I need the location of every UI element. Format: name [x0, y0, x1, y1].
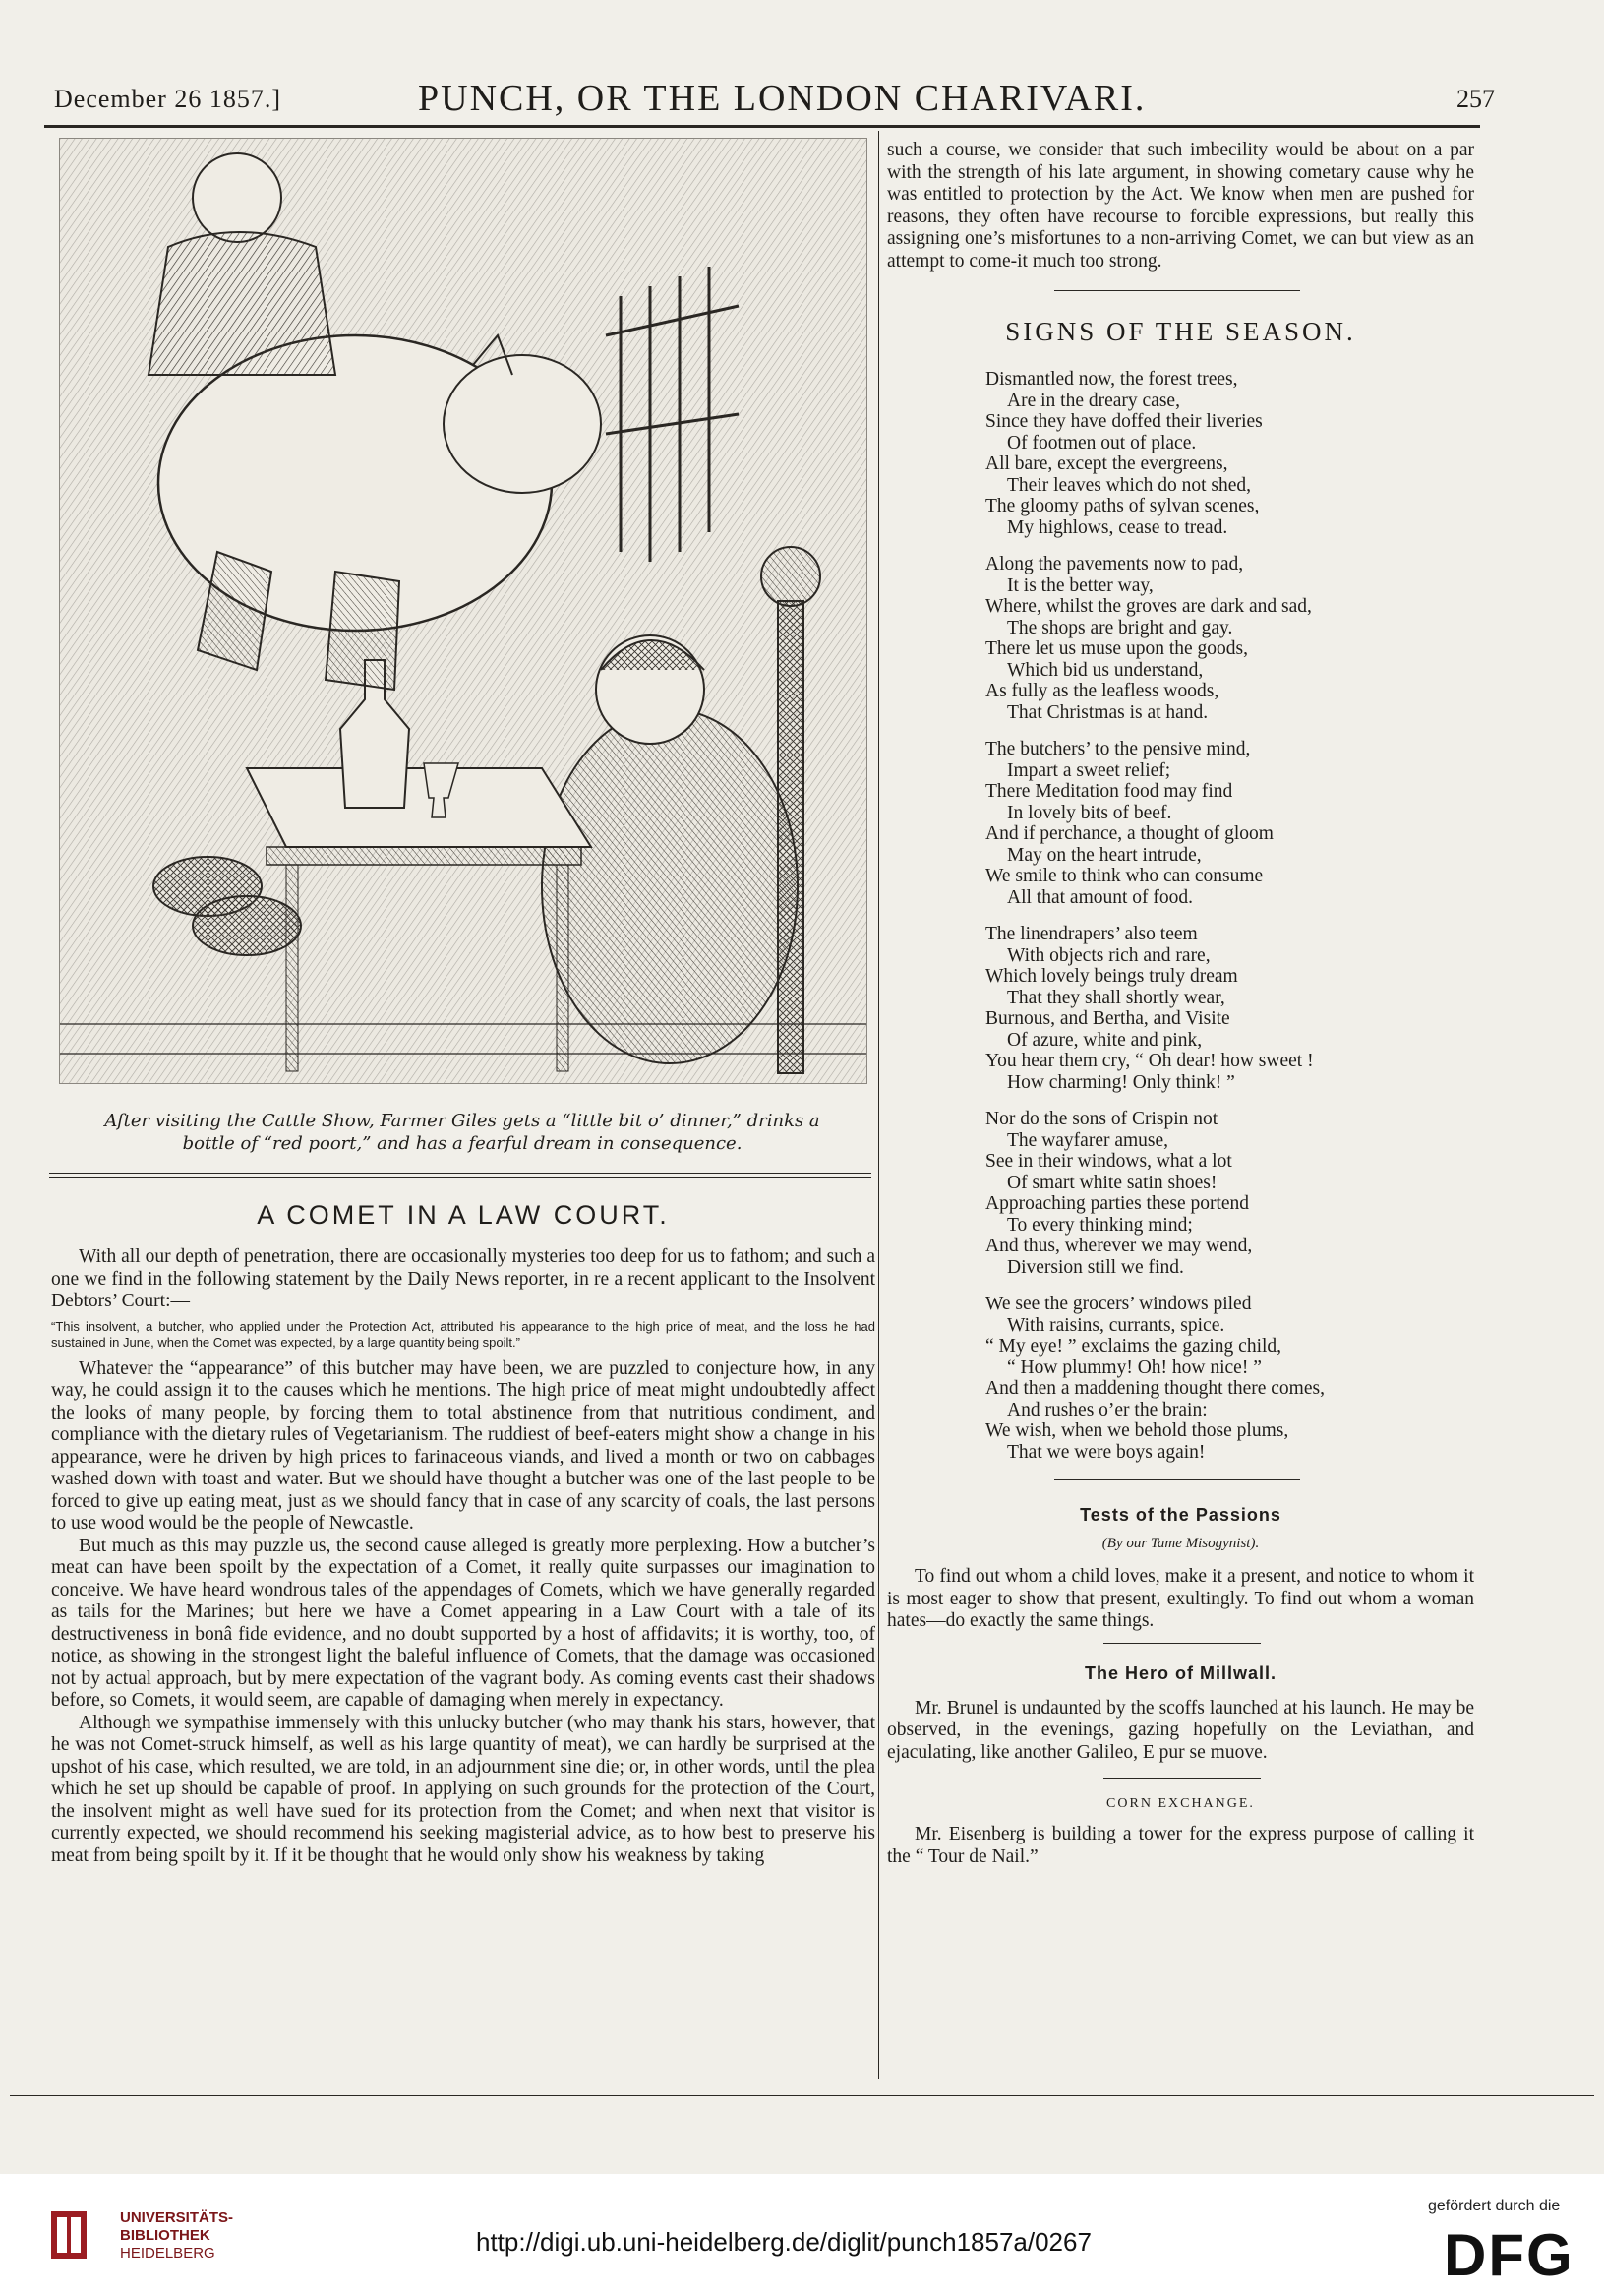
poem-line: We wish, when we behold those plums, [985, 1420, 1289, 1441]
poem-line: We smile to think who can consume [985, 866, 1264, 886]
poem-line: Of footmen out of place. [1007, 432, 1197, 453]
poem-line: Of smart white satin shoes! [1007, 1172, 1218, 1193]
source-url-link[interactable]: http://digi.ub.uni-heidelberg.de/diglit/punch1857a/0267 [476, 2227, 1092, 2257]
poem-line: The wayfarer amuse, [1007, 1129, 1169, 1151]
poem-line: That Christmas is at hand. [1007, 701, 1209, 723]
cartoon-sketch [60, 139, 866, 1083]
digitization-footer [0, 2174, 1604, 2296]
library-name-line-3: HEIDELBERG [120, 2245, 215, 2262]
comet-quote: “This insolvent, a butcher, who applied under the Protection Act, attributed his appearance to the high price of meat, and the loss he had sustained in June, when the Comet was expected, by a large quantity being spoilt.” [51, 1318, 875, 1350]
passions-byline: (By our Tame Misogynist). [1101, 1536, 1260, 1551]
passions-title: Tests of the Passions [1080, 1505, 1281, 1525]
poem-line: There let us muse upon the goods, [985, 638, 1248, 659]
poem-line: Which bid us understand, [1007, 659, 1204, 681]
corn-title: CORN EXCHANGE. [1106, 1796, 1255, 1811]
poem-line: As fully as the leafless woods, [985, 681, 1219, 701]
poem-line: The gloomy paths of sylvan scenes, [985, 496, 1260, 516]
poem-stanza [985, 1294, 1474, 1463]
section-rule-2 [1054, 1479, 1300, 1480]
poem-line: Where, whilst the groves are dark and sad, [985, 596, 1312, 617]
comet-para-3: Although we sympathise immensely with this unlucky butcher (who may thank his stars, however, that he was not Comet-struck himself, as well as his large quantity of meat), we can hardly be surprised at the upshot of his case, which resulted, we are told, in an adjournment sine die; or, in other words, until the plea which he set up should be capable of proof. In applying on such grounds for the protection of the Court, the insolvent might as well have sued for its protection from the Comet; and when next that visitor is currently expected, we should recommend his seeking magisterial advice, as to how best to preserve his meat from being spoilt by it. If it be thought that he would only show his weakness by taking [51, 1712, 875, 1866]
poem-line: Impart a sweet relief; [1007, 759, 1171, 781]
library-name [120, 2209, 233, 2263]
running-header [39, 77, 1495, 126]
poem-line: It is the better way, [1007, 574, 1154, 596]
poem-line: Their leaves which do not shed, [1007, 474, 1252, 496]
poem-line: Since they have doffed their liveries [985, 411, 1263, 432]
poem-stanza [985, 924, 1474, 1093]
section-rule-1 [1054, 290, 1300, 291]
comet-article [51, 1200, 875, 1867]
poem-line: With objects rich and rare, [1007, 944, 1211, 966]
header-title: PUNCH, OR THE LONDON CHARIVARI. [418, 78, 1147, 119]
bottom-rule [10, 2095, 1594, 2096]
poem-line: Diversion still we find. [1007, 1256, 1184, 1278]
page-number: 257 [1456, 85, 1495, 113]
poem-line: The shops are bright and gay. [1007, 617, 1233, 638]
poem-line: “ How plummy! Oh! how nice! ” [1007, 1357, 1262, 1378]
comet-continued: such a course, we consider that such imbecility would be about on a par with the strength of his late argument, in showing cometary cause why he was entitled to protection by the Act. We know when men are pushed for reasons, they often have recourse to forcible expressions, but really this assigning one’s misfortunes to a non-arriving Comet, we can but view as an attempt to come-it much too strong. [887, 140, 1474, 272]
poem-stanza [985, 554, 1474, 723]
funded-by-label: gefördert durch die [1428, 2198, 1561, 2214]
poem-line: And thus, wherever we may wend, [985, 1236, 1253, 1256]
poem-stanza [985, 369, 1474, 538]
poem-line: In lovely bits of beef. [1007, 802, 1172, 823]
poem-line: Nor do the sons of Crispin not [985, 1109, 1218, 1129]
poem-line: Along the pavements now to pad, [985, 554, 1244, 574]
dfg-logo: DFG [1444, 2222, 1574, 2288]
library-name-line-1: UNIVERSITÄTS- [120, 2209, 234, 2226]
poem-line: And rushes o’er the brain: [1007, 1399, 1208, 1420]
section-rule-4 [1103, 1778, 1261, 1779]
poem-line: Which lovely beings truly dream [985, 966, 1238, 987]
poem-line: We see the grocers’ windows piled [985, 1294, 1252, 1314]
comet-para-2: But much as this may puzzle us, the second cause alleged is greatly more perplexing. How a butcher’s meat can have been spoilt by the expectation of a Comet, it really quite surpasses our imagination to conceive. We have heard wondrous tales of the appendages of Comets, which we have generally regarded as tails for the Marines; but here we have a Comet appearing in a Law Court with a tale of its destructiveness in bonâ fide evidence, and no doubt supported by a host of affidavits; it is worthy, too, of notice, as showing in the strongest light the baleful influence of Comets, that the damage was occasioned not by actual approach, but by mere expectation of the vagrant body. As coming events cast their shadows before, so Comets, it would seem, are capable of damaging when merely in expectancy. [51, 1535, 875, 1711]
millwall-title: The Hero of Millwall. [1084, 1662, 1277, 1683]
illustration-caption [69, 1110, 856, 1155]
poem-line: There Meditation food may find [985, 781, 1233, 802]
poem-line: All bare, except the evergreens, [985, 453, 1228, 474]
poem-line: My highlows, cease to tread. [1007, 516, 1228, 538]
poem-line: Of azure, white and pink, [1007, 1029, 1203, 1051]
poem-stanza [985, 1109, 1474, 1278]
caption-line-2: bottle of “red poort,” and has a fearful dream in consequence. [182, 1133, 743, 1154]
poem-line: Burnous, and Bertha, and Visite [985, 1008, 1230, 1029]
header-rule-thick [44, 125, 1480, 128]
poem-line: And then a maddening thought there comes, [985, 1378, 1325, 1399]
right-column [887, 140, 1474, 1868]
library-seal-icon [47, 2207, 116, 2266]
poem-line: The linendrapers’ also teem [985, 924, 1198, 944]
poem-line: See in their windows, what a lot [985, 1151, 1232, 1172]
poem-stanza [985, 739, 1474, 908]
poem-line: To every thinking mind; [1007, 1214, 1193, 1236]
poem-line: “ My eye! ” exclaims the gazing child, [985, 1336, 1282, 1357]
poem-title: SIGNS OF THE SEASON. [1005, 317, 1356, 346]
millwall-text: Mr. Brunel is undaunted by the scoffs launched at his launch. He may be observed, in the evenings, gazing hopefully on the Leviathan, and ejaculating, like another Galileo, E pur se muove. [887, 1697, 1474, 1763]
header-date: December 26 1857.] [54, 85, 281, 113]
poem-line: You hear them cry, “ Oh dear! how sweet ! [985, 1051, 1314, 1071]
passions-text: To find out whom a child loves, make it a present, and notice to whom it is most eager to show that present, exultingly. To find out whom a woman hates—do exactly the same things. [887, 1566, 1474, 1631]
poem-line: And if perchance, a thought of gloom [985, 823, 1274, 844]
poem-line: With raisins, currants, spice. [1007, 1314, 1225, 1336]
caption-rule-2 [49, 1177, 871, 1178]
library-logo [47, 2207, 116, 2266]
poem-line: The butchers’ to the pensive mind, [985, 739, 1251, 759]
poem-line: That we were boys again! [1007, 1441, 1206, 1463]
corn-text: Mr. Eisenberg is building a tower for the express purpose of calling it the “ Tour de Nail.” [887, 1824, 1474, 1867]
poem-line: That they shall shortly wear, [1007, 987, 1225, 1008]
comet-title: A COMET IN A LAW COURT. [257, 1200, 670, 1230]
library-name-line-2: BIBLIOTHEK [120, 2227, 210, 2244]
column-divider [878, 131, 879, 2079]
poem-line: Dismantled now, the forest trees, [985, 369, 1238, 390]
caption-line-1: After visiting the Cattle Show, Farmer Giles gets a “little bit o’ dinner,” drinks a [104, 1111, 820, 1131]
poem-line: How charming! Only think! ” [1007, 1071, 1235, 1093]
comet-intro: With all our depth of penetration, there are occasionally mysteries too deep for us to fathom; and such a one we find in the following statement by the Daily News reporter, in re a recent applicant to the Insolvent Debtors’ Court:— [51, 1246, 875, 1311]
cartoon-illustration [59, 138, 867, 1084]
section-rule-3 [1103, 1643, 1261, 1644]
comet-para-1: Whatever the “appearance” of this butcher may have been, we are puzzled to conjecture how, in any way, he could assign it to the causes which he mentions. The high price of meat might undoubtedly affect the looks of many people, by forcing them to total abstinence from that nutritious condiment, and compliance with the dietary rules of Vegetarianism. The ruddiest of beef-eaters might show a change in his appearance, were he driven by high prices to farinaceous viands, and lived a month or two on cabbages washed down with toast and water. But we should have thought a butcher was one of the last people to be forced to give up eating meat, just as we should fancy that in case of any scarcity of coals, the last persons to use wood would be the people of Newcastle. [51, 1358, 875, 1534]
poem-line: All that amount of food. [1007, 886, 1194, 908]
poem-line: Are in the dreary case, [1007, 390, 1180, 411]
poem-line: May on the heart intrude, [1007, 844, 1202, 866]
caption-rule [49, 1173, 871, 1174]
poem-body [887, 369, 1474, 1463]
poem-line: Approaching parties these portend [985, 1193, 1250, 1214]
